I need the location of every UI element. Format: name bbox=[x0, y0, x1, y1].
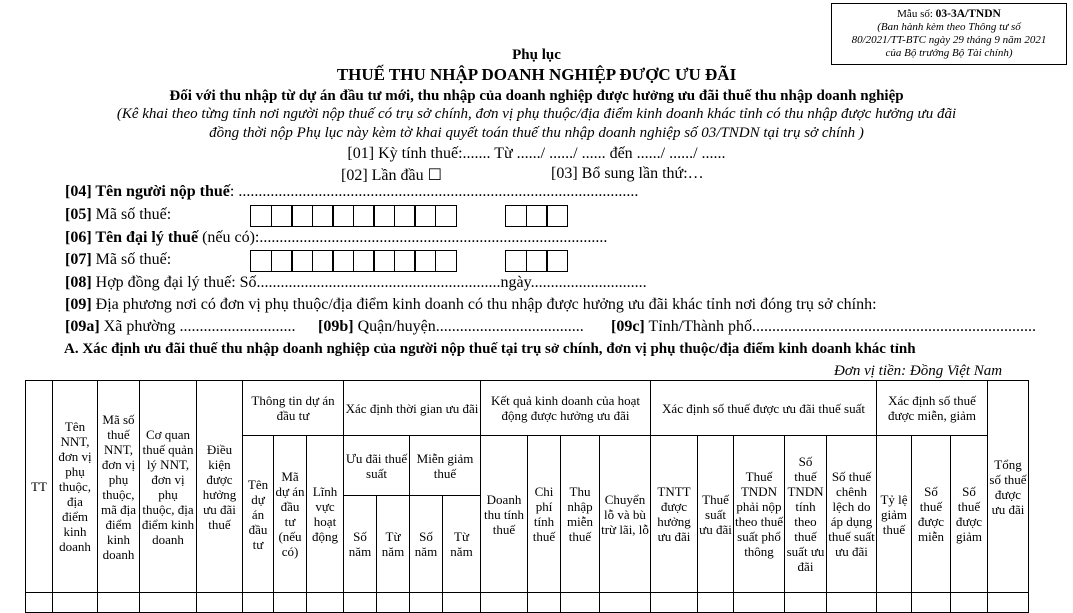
field-05-code: [05] bbox=[65, 206, 92, 223]
col-project-name: Tên dự án đầu tư bbox=[243, 436, 274, 593]
field-07-label bbox=[65, 251, 171, 269]
tax-code-suffix-boxes-05[interactable] bbox=[505, 205, 567, 227]
incentive-table bbox=[25, 380, 1029, 613]
form-number-code: 03-3A/TNDN bbox=[935, 8, 1001, 20]
col-standard-tax: Thuế TNDN phải nộp theo thuế suất phổ thông bbox=[734, 436, 785, 593]
field-09a-text: Xã phường ............................. bbox=[99, 318, 296, 335]
field-04-label: [04] Tên người nộp thuế bbox=[65, 183, 230, 200]
col-exempt-income: Thu nhập miễn thuế bbox=[561, 436, 600, 593]
page-subtitle: Đối với thu nhập từ dự án đầu tư mới, thu nhập của doanh nghiệp được hưởng ưu đãi thuế thu nhập doanh nghiệp bbox=[169, 88, 904, 104]
field-05-label bbox=[65, 206, 171, 224]
field-09c-province[interactable] bbox=[611, 318, 1036, 336]
field-08-contract[interactable] bbox=[65, 274, 647, 292]
col-tax-code: Mã số thuế NNT, đơn vị phụ thuộc, mã địa điểm kinh doanh bbox=[98, 381, 140, 593]
field-09a-ward[interactable] bbox=[65, 318, 295, 336]
field-09b-district[interactable] bbox=[318, 318, 584, 336]
col-project-code: Mã dự án đầu tư (nếu có) bbox=[274, 436, 307, 593]
field-03-supplement[interactable]: [03] Bổ sung lần thứ:… bbox=[551, 165, 704, 182]
note-line-2: đồng thời nộp Phụ lục này kèm tờ khai quyết toán thuế thu nhập doanh nghiệp số 03/TNDN tại trụ sở chính ) bbox=[209, 125, 864, 141]
form-issued-line1: (Ban hành kèm theo Thông tư số bbox=[877, 21, 1021, 33]
col-expense: Chi phí tính thuế bbox=[528, 436, 561, 593]
field-09b-text: Quận/huyện..................................... bbox=[353, 318, 584, 335]
tax-code-boxes-07[interactable] bbox=[250, 250, 455, 272]
appendix-label: Phụ lục bbox=[512, 47, 561, 63]
col-exempt-amount: Số thuế được miễn bbox=[912, 436, 951, 593]
col-tax-office: Cơ quan thuế quản lý NNT, đơn vị phụ thuộc, địa điểm kinh doanh bbox=[140, 381, 197, 593]
group-business-result: Kết quả kinh doanh của hoạt động được hưởng ưu đãi bbox=[481, 381, 651, 436]
subgroup-rate-incentive: Ưu đãi thuế suất bbox=[344, 436, 410, 496]
col-rate-years: Số năm bbox=[344, 496, 377, 593]
field-02-first-time[interactable]: [02] Lần đầu ☐ bbox=[341, 167, 442, 184]
col-exempt-from-year: Từ năm bbox=[443, 496, 481, 593]
form-issued-line3: của Bộ trưởng Bộ Tài chính) bbox=[885, 47, 1013, 59]
field-05-text: Mã số thuế: bbox=[91, 206, 172, 223]
field-09c-text: Tỉnh/Thành phố....................................................................... bbox=[644, 318, 1037, 335]
field-09b-code: [09b] bbox=[318, 318, 354, 335]
form-issued-line2: 80/2021/TT-BTC ngày 29 tháng 9 năm 2021 bbox=[851, 34, 1047, 46]
page-title: THUẾ THU NHẬP DOANH NGHIỆP ĐƯỢC ƯU ĐÃI bbox=[336, 65, 737, 84]
field-08-text: Hợp đồng đại lý thuế: Số.............................................................ngày............................. bbox=[91, 274, 647, 291]
field-04-taxpayer-name[interactable] bbox=[65, 183, 638, 201]
col-reduction-rate: Tỷ lệ giảm thuế bbox=[877, 436, 912, 593]
col-field: Lĩnh vực hoạt động bbox=[307, 436, 344, 593]
field-06-agent-name[interactable] bbox=[65, 229, 607, 247]
field-09-text: Địa phương nơi có đơn vị phụ thuộc/địa điểm kinh doanh có thu nhập được hưởng ưu đãi khác tỉnh nơi đóng trụ sở chính: bbox=[91, 296, 877, 313]
col-tntt: TNTT được hưởng ưu đãi bbox=[651, 436, 698, 593]
form-number-label: Mẫu số: bbox=[897, 8, 936, 20]
group-project-info: Thông tin dự án đầu tư bbox=[243, 381, 344, 436]
tax-code-suffix-boxes-07[interactable] bbox=[505, 250, 567, 272]
group-exemption: Xác định số thuế được miễn, giảm bbox=[877, 381, 988, 436]
col-tt: TT bbox=[26, 381, 53, 593]
section-a-heading: A. Xác định ưu đãi thuế thu nhập doanh nghiệp của người nộp thuế tại trụ sở chính, đơn vị phụ thuộc/địa điểm kinh doanh khác tỉnh bbox=[64, 341, 916, 357]
col-incentive-tax: Số thuế TNDN tính theo thuế suất ưu đãi bbox=[785, 436, 827, 593]
col-incentive-rate: Thuế suất ưu đãi bbox=[698, 436, 734, 593]
field-07-text: Mã số thuế: bbox=[91, 251, 172, 268]
col-revenue: Doanh thu tính thuế bbox=[481, 436, 528, 593]
note-line-1: (Kê khai theo từng tỉnh nơi người nộp thuế có trụ sở chính, đơn vị phụ thuộc/địa điểm kinh doanh khác tỉnh có thu nhập được hưởng ưu đãi bbox=[116, 106, 957, 122]
group-incentive-period: Xác định thời gian ưu đãi bbox=[344, 381, 481, 436]
tax-code-boxes-05[interactable] bbox=[250, 205, 455, 227]
field-09-code: [09] bbox=[65, 296, 92, 313]
col-rate-from-year: Từ năm bbox=[377, 496, 410, 593]
subgroup-exemption: Miễn giảm thuế bbox=[410, 436, 481, 496]
col-taxpayer-name: Tên NNT, đơn vị phụ thuộc, địa điểm kinh doanh bbox=[53, 381, 98, 593]
table-row bbox=[26, 593, 1029, 613]
col-loss-carry: Chuyển lỗ và bù trừ lãi, lỗ bbox=[600, 436, 651, 593]
field-09a-code: [09a] bbox=[65, 318, 100, 335]
col-tax-difference: Số thuế chênh lệch do áp dụng thuế suất ưu đãi bbox=[827, 436, 877, 593]
col-total: Tổng số thuế được ưu đãi bbox=[988, 381, 1029, 593]
field-06-label: [06] Tên đại lý thuế bbox=[65, 229, 199, 246]
group-rate-incentive: Xác định số thuế được ưu đãi thuế suất bbox=[651, 381, 877, 436]
col-exempt-years: Số năm bbox=[410, 496, 443, 593]
field-09-location bbox=[65, 296, 877, 314]
col-reduced-amount: Số thuế được giảm bbox=[951, 436, 988, 593]
field-01-period[interactable]: [01] Kỳ tính thuế:....... Từ ....../ ....../ ...... đến ....../ ....../ ...... bbox=[347, 145, 726, 162]
field-07-code: [07] bbox=[65, 251, 92, 268]
currency-unit: Đơn vị tiền: Đồng Việt Nam bbox=[834, 363, 1003, 379]
field-06-dots: (nếu có):....................................................................................... bbox=[198, 229, 608, 246]
col-condition: Điều kiện được hưởng ưu đãi thuế bbox=[197, 381, 243, 593]
field-08-code: [08] bbox=[65, 274, 92, 291]
field-04-dots: : .................................................................................................... bbox=[229, 183, 639, 200]
field-09c-code: [09c] bbox=[611, 318, 645, 335]
